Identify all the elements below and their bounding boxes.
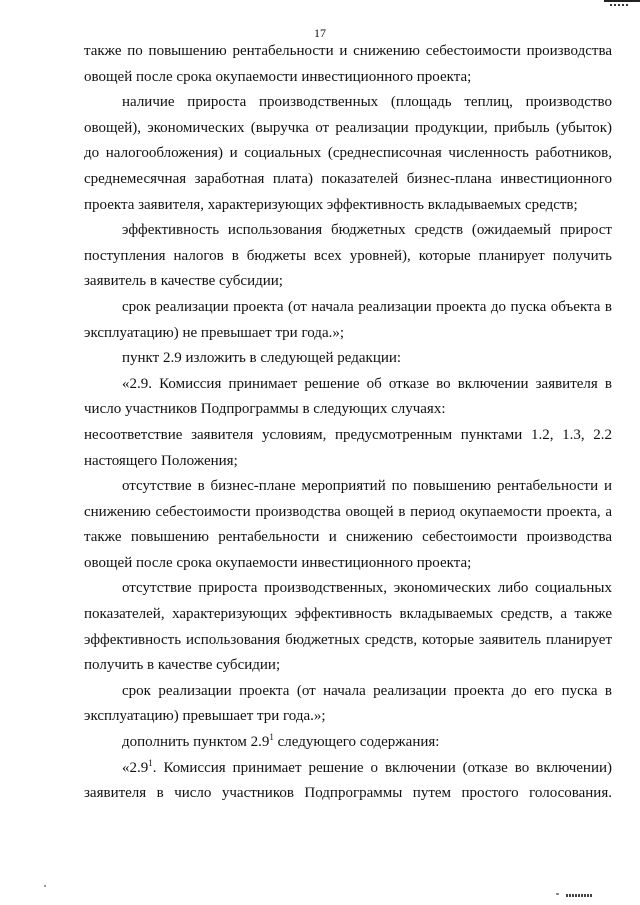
scan-artifact-top xyxy=(604,0,640,6)
paragraph-7: несоответствие заявителя условиям, предусмотренным пунктами 1.2, 1.3, 2.2 настоящего Положения; xyxy=(84,426,612,469)
page-number: 17 xyxy=(314,26,326,40)
paragraph-12 xyxy=(84,756,612,807)
paragraph-6: «2.9. Комиссия принимает решение об отказе во включении заявителя в число участников Подпрограммы в следующих случаях: xyxy=(84,375,612,418)
paragraph-11 xyxy=(84,730,612,756)
paragraph-11-start: дополнить пунктом 2.9 xyxy=(122,734,270,751)
paragraph-9: отсутствие прироста производственных, экономических либо социальных показателей, характеризующих эффективность вкладываемых средств, а также эффективность использования бюджетных средств, которые заявитель планирует получить в качестве субсидии; xyxy=(84,580,612,674)
paragraph-10: срок реализации проекта (от начала реализации проекта до его пуска в эксплуатацию) превышает три года.»; xyxy=(84,682,612,725)
superscript-2: 1 xyxy=(148,757,153,768)
paragraph-3: эффективность использования бюджетных средств (ожидаемый прирост поступления налогов в бюджеты всех уровней), которые планирует получить заявитель в качестве субсидии; xyxy=(84,222,612,290)
scan-speck xyxy=(44,885,46,887)
document-body xyxy=(84,39,612,807)
paragraph-1: также по повышению рентабельности и снижению себестоимости производства овощей после срока окупаемости инвестиционного проекта; xyxy=(84,43,612,85)
paragraph-2: наличие прироста производственных (площадь теплиц, производство овощей), экономических (выручка от реализации продукции, прибыль (убыток) до налогообложения) и социальных (среднесписочная численность работников, среднемесячная заработная плата) показателей бизнес-плана инвестиционного проекта заявителя, характеризующих эффективность вкладываемых средств; xyxy=(84,94,612,213)
paragraph-11-end: следующего содержания: xyxy=(273,734,440,751)
paragraph-8: отсутствие в бизнес-плане мероприятий по повышению рентабельности и снижению себестоимости производства овощей в период окупаемости проекта, а также повышению рентабельности и снижению себестоимости производства овощей после срока окупаемости инвестиционного проекта; xyxy=(84,478,612,571)
paragraph-5: пункт 2.9 изложить в следующей редакции: xyxy=(122,350,402,367)
paragraph-12-start: «2.9 xyxy=(122,759,149,776)
paragraph-12-end: . Комиссия принимает решение о включении (отказе во включении) заявителя в число участников Подпрограммы путем простого голосования. xyxy=(84,759,612,802)
paragraph-4: срок реализации проекта (от начала реализации проекта до пуска объекта в эксплуатацию) не превышает три года.»; xyxy=(84,298,612,341)
superscript-1: 1 xyxy=(269,732,274,743)
scan-artifact-bottom xyxy=(566,894,592,897)
scan-speck xyxy=(556,893,559,895)
